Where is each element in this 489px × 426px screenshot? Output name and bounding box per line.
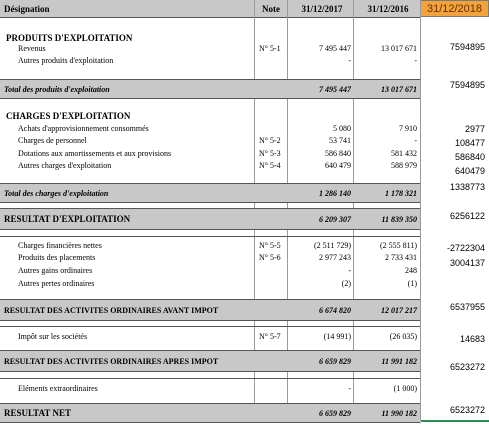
value-2016: 11 839 350 (381, 214, 417, 224)
result-row (0, 350, 420, 372)
value-2016: - (414, 136, 417, 145)
value-2017: 53 741 (329, 136, 351, 145)
value-2016: 12 017 217 (381, 305, 417, 315)
value-2017: 7 495 447 (319, 44, 351, 53)
row-note: N° 5-2 (259, 136, 281, 145)
row-label: Charges financières nettes (18, 241, 102, 250)
value-2018[interactable]: 7594895 (449, 80, 485, 90)
divider (0, 236, 420, 237)
row-label: RESULTAT DES ACTIVITES ORDINAIRES APRES IMPOT (4, 356, 219, 366)
divider (0, 378, 420, 379)
row-note: N° 5-6 (259, 253, 281, 262)
row-label: Autres produits d'exploitation (18, 56, 114, 65)
section-title (0, 110, 489, 121)
table-header (0, 0, 420, 18)
value-2017: 6 209 307 (319, 214, 351, 224)
value-2018[interactable]: 640479 (454, 166, 485, 176)
row-label: Eléments extraordinaires (18, 384, 98, 393)
table-row (0, 43, 489, 54)
value-2018[interactable]: 7594895 (449, 42, 485, 52)
value-2018[interactable]: 586840 (454, 152, 485, 162)
row-label: Autres gains ordinaires (18, 266, 93, 275)
value-2017: 6 659 829 (319, 356, 351, 366)
header-designation: Désignation (4, 3, 50, 14)
selected-cell-indicator (421, 420, 489, 426)
header-2016: 31/12/2016 (367, 3, 409, 14)
value-2016: (1) (407, 279, 417, 288)
value-2017: 7 495 447 (319, 84, 351, 94)
value-2018[interactable]: 6523272 (449, 405, 485, 415)
value-2016: - (414, 56, 417, 65)
header-note: Note (262, 3, 280, 14)
divider (0, 326, 420, 327)
row-note: N° 5-3 (259, 149, 281, 158)
row-label: Total des charges d'exploitation (4, 188, 109, 198)
result-row (0, 403, 420, 423)
value-2018[interactable]: -2722304 (446, 243, 485, 253)
value-2017: (2 511 729) (313, 241, 351, 250)
value-2016: 1 178 321 (385, 188, 417, 198)
value-2018[interactable]: 108477 (454, 138, 485, 148)
value-2017: - (348, 384, 351, 393)
value-2017: 2 977 243 (319, 253, 351, 262)
total-row (0, 79, 420, 99)
header-2017: 31/12/2017 (301, 3, 343, 14)
result-row (0, 208, 420, 230)
table-row (0, 148, 489, 159)
row-note: N° 5-4 (259, 161, 281, 170)
value-2016: (26 035) (389, 332, 417, 341)
total-row (0, 183, 420, 203)
value-2016: (1 000) (393, 384, 417, 393)
row-label: Dotations aux amortissements et aux provisions (18, 149, 172, 158)
result-row (0, 299, 420, 321)
value-2017: 640 479 (325, 161, 351, 170)
row-note: N° 5-5 (259, 241, 281, 250)
header-2018[interactable]: 31/12/2018 (420, 0, 489, 17)
value-2017: 6 659 829 (319, 408, 351, 418)
section-title (0, 32, 489, 43)
row-label: Total des produits d'exploitation (4, 84, 110, 94)
row-label: Impôt sur les sociétés (18, 332, 88, 341)
value-2017: (2) (341, 279, 351, 288)
row-label: RESULTAT NET (4, 408, 71, 418)
row-label: Achats d'approvisionnement consommés (18, 124, 149, 133)
value-2016: 13 017 671 (381, 84, 417, 94)
produits-title: PRODUITS D'EXPLOITATION (6, 32, 133, 43)
row-label: RESULTAT D'EXPLOITATION (4, 214, 131, 224)
value-2016: 248 (405, 266, 417, 275)
value-2018[interactable]: 14683 (459, 334, 485, 344)
row-note: N° 5-1 (259, 44, 281, 53)
table-row (0, 160, 489, 171)
row-note: N° 5-7 (259, 332, 281, 341)
value-2018[interactable]: 6537955 (449, 302, 485, 312)
value-2017: 586 840 (325, 149, 351, 158)
value-2016: 581 432 (391, 149, 417, 158)
value-2018[interactable]: 6256122 (449, 211, 485, 221)
value-2016: 7 910 (399, 124, 417, 133)
value-2018[interactable]: 3004137 (449, 258, 485, 268)
table-row (0, 135, 489, 146)
table-row (0, 123, 489, 134)
value-2017: (14 991) (323, 332, 351, 341)
table-row (0, 278, 489, 289)
row-label: RESULTAT DES ACTIVITES ORDINAIRES AVANT IMPOT (4, 305, 219, 315)
value-2018[interactable]: 1338773 (449, 182, 485, 192)
row-label: Revenus (18, 44, 46, 53)
value-2016: (2 555 811) (379, 241, 417, 250)
row-label: Charges de personnel (18, 136, 87, 145)
value-2016: 13 017 671 (381, 44, 417, 53)
table-row (0, 265, 489, 276)
value-2016: 11 991 182 (381, 356, 417, 366)
charges-title: CHARGES D'EXPLOITATION (6, 110, 131, 121)
table-row (0, 252, 489, 263)
value-2017: 5 080 (333, 124, 351, 133)
row-label: Produits des placements (18, 253, 96, 262)
value-2017: - (348, 56, 351, 65)
value-2017: 6 674 820 (319, 305, 351, 315)
value-2017: 1 286 140 (319, 188, 351, 198)
value-2016: 11 990 182 (381, 408, 417, 418)
table-row (0, 331, 489, 342)
value-2017: - (348, 266, 351, 275)
value-2018[interactable]: 2977 (464, 124, 485, 134)
table-row (0, 383, 489, 394)
row-label: Autres charges d'exploitation (18, 161, 112, 170)
value-2018[interactable]: 6523272 (449, 362, 485, 372)
value-2016: 2 733 431 (385, 253, 417, 262)
table-row (0, 240, 489, 251)
value-2016: 588 979 (391, 161, 417, 170)
row-label: Autres pertes ordinaires (18, 279, 95, 288)
table-row (0, 55, 489, 66)
